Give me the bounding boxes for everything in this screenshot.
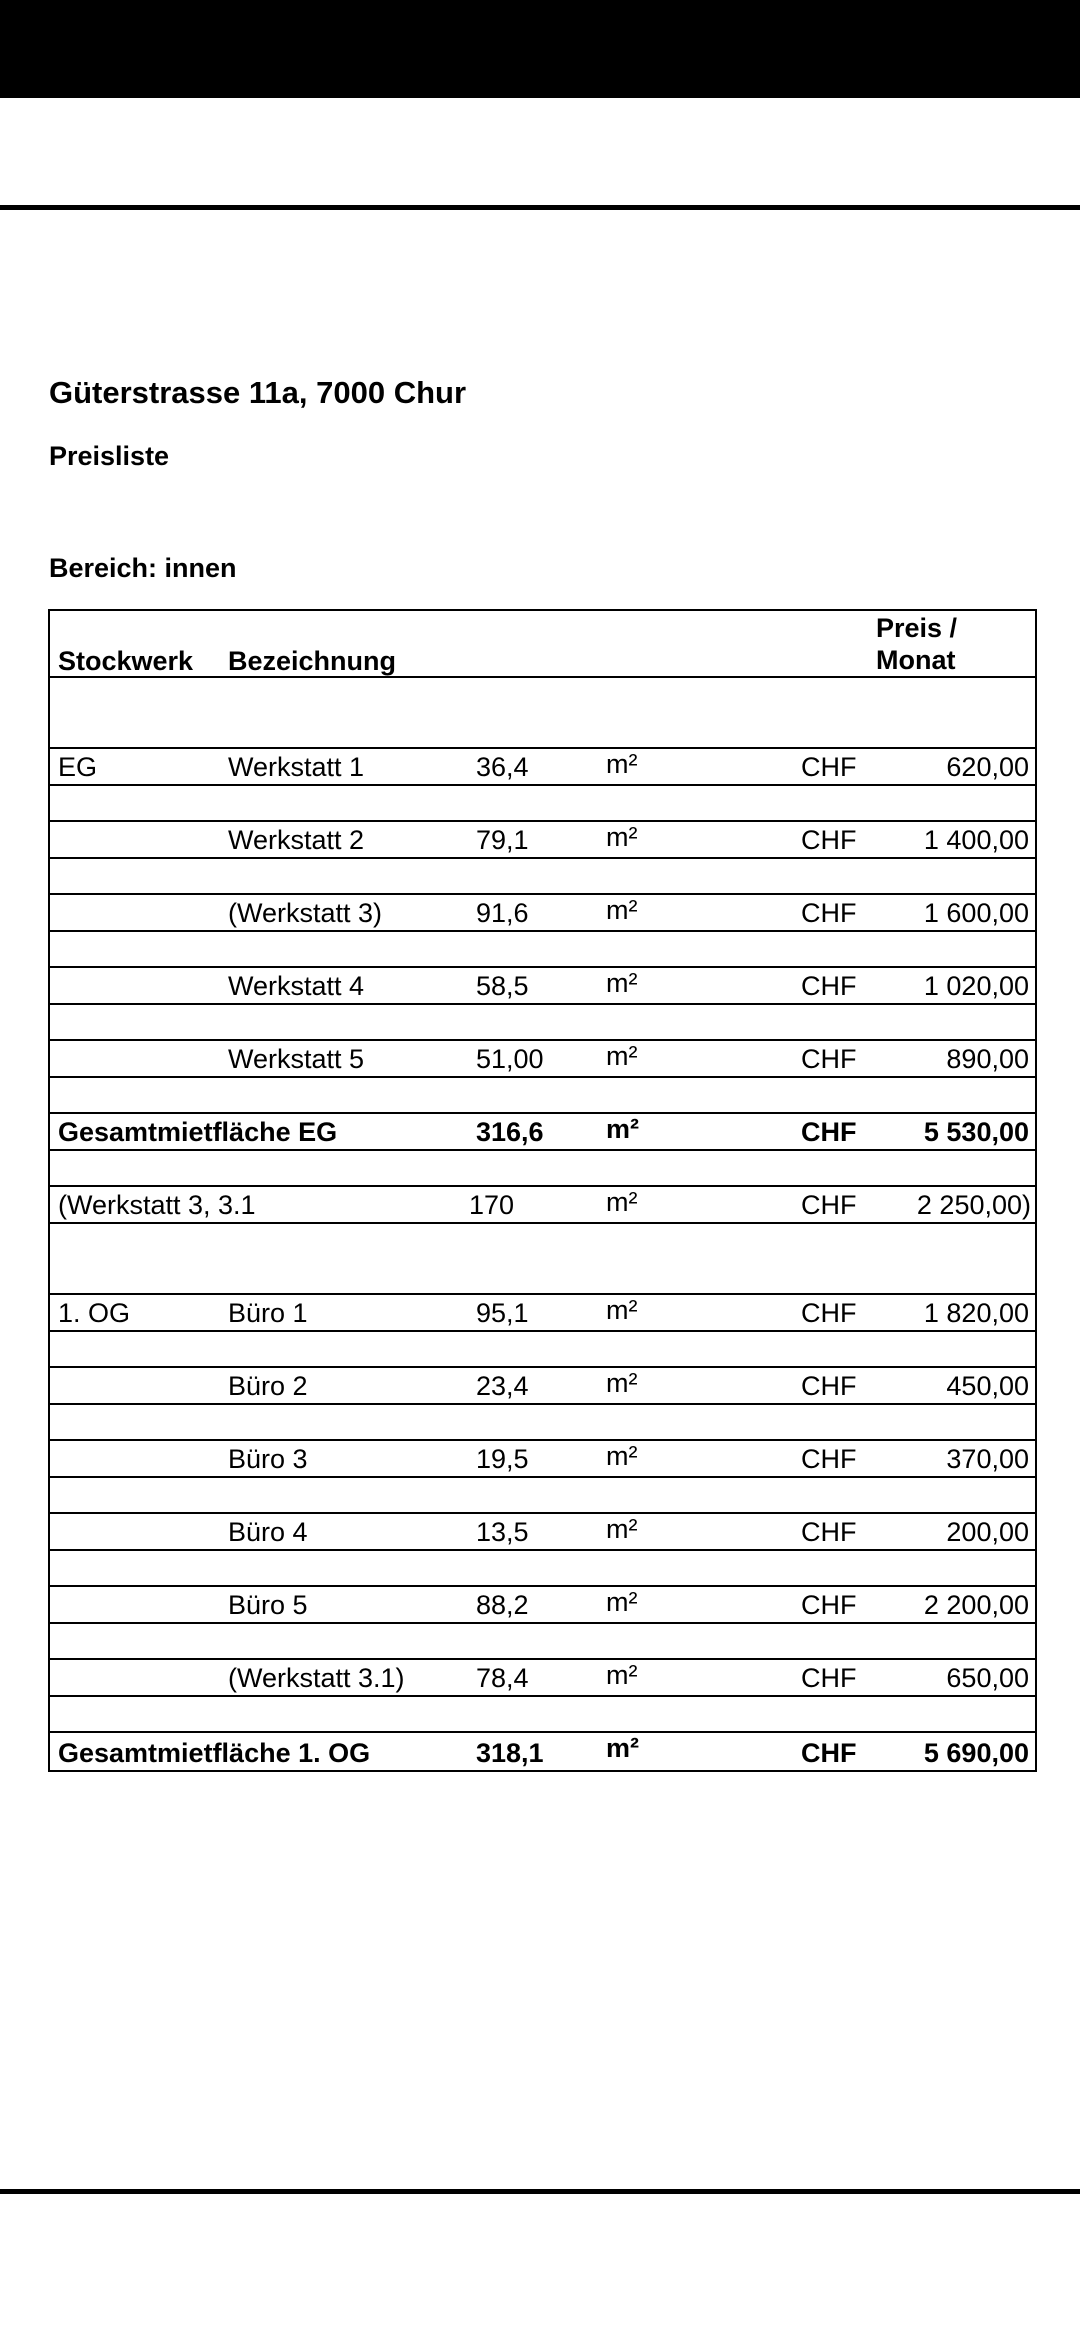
currency-cell: CHF xyxy=(801,971,857,1001)
description-cell: Werkstatt 1 xyxy=(228,752,365,782)
floor-cell: EG xyxy=(58,752,98,782)
price-cell: 2 250,00) xyxy=(916,1190,1031,1220)
alternative-row xyxy=(50,1187,1035,1224)
table-spacer xyxy=(50,1697,1035,1733)
area-cell: 91,6 xyxy=(476,898,529,928)
area-cell: 19,5 xyxy=(476,1444,529,1474)
table-spacer xyxy=(50,1332,1035,1368)
table-row xyxy=(50,1660,1035,1697)
description-cell: Werkstatt 2 xyxy=(228,825,365,855)
price-table xyxy=(48,609,1037,1772)
currency-cell: CHF xyxy=(801,1190,857,1220)
total-price: 5 530,00 xyxy=(923,1117,1029,1147)
currency-cell: CHF xyxy=(801,752,857,782)
total-row-eg xyxy=(50,1114,1035,1151)
price-cell: 2 200,00 xyxy=(923,1590,1029,1620)
price-cell: 650,00 xyxy=(946,1663,1029,1693)
area-label: Bereich: innen xyxy=(49,553,237,583)
table-spacer xyxy=(50,1551,1035,1587)
header-price-line2: Monat xyxy=(876,645,956,675)
table-spacer xyxy=(50,1078,1035,1114)
table-spacer xyxy=(50,1624,1035,1660)
unit-cell: m² xyxy=(606,1114,639,1144)
document-subtitle: Preisliste xyxy=(49,441,170,471)
table-spacer xyxy=(50,932,1035,968)
total-price: 5 690,00 xyxy=(923,1738,1029,1768)
total-area: 318,1 xyxy=(476,1738,544,1768)
header-floor: Stockwerk xyxy=(58,646,194,676)
bottom-divider xyxy=(0,2189,1080,2194)
description-cell: Werkstatt 5 xyxy=(228,1044,365,1074)
area-cell: 170 xyxy=(469,1190,515,1220)
total-label: Gesamtmietfläche EG xyxy=(58,1117,338,1147)
area-cell: 79,1 xyxy=(476,825,529,855)
currency-cell: CHF xyxy=(801,825,857,855)
currency-cell: CHF xyxy=(801,1590,857,1620)
table-row xyxy=(50,968,1035,1005)
table-row xyxy=(50,895,1035,932)
total-row-og1 xyxy=(50,1733,1035,1770)
table-spacer xyxy=(50,859,1035,895)
unit-cell: m² xyxy=(606,1733,639,1763)
price-cell: 370,00 xyxy=(946,1444,1029,1474)
area-cell: 13,5 xyxy=(476,1517,529,1547)
currency-cell: CHF xyxy=(801,1663,857,1693)
price-cell: 1 020,00 xyxy=(923,971,1029,1001)
table-row xyxy=(50,749,1035,786)
unit-cell: m² xyxy=(606,1660,638,1690)
currency-cell: CHF xyxy=(801,1517,857,1547)
unit-cell: m² xyxy=(606,1187,638,1217)
table-spacer xyxy=(50,786,1035,822)
top-divider xyxy=(0,205,1080,210)
total-area: 316,6 xyxy=(476,1117,544,1147)
table-row xyxy=(50,1587,1035,1624)
area-cell: 36,4 xyxy=(476,752,529,782)
unit-cell: m² xyxy=(606,1514,638,1544)
unit-cell: m² xyxy=(606,1295,638,1325)
currency-cell: CHF xyxy=(801,1298,857,1328)
table-row xyxy=(50,1514,1035,1551)
description-cell: Büro 5 xyxy=(228,1590,308,1620)
description-cell: Büro 4 xyxy=(228,1517,308,1547)
area-cell: 95,1 xyxy=(476,1298,529,1328)
unit-cell: m² xyxy=(606,1041,638,1071)
floor-cell: 1. OG xyxy=(58,1298,131,1328)
table-row xyxy=(50,1368,1035,1405)
currency-cell: CHF xyxy=(801,1444,857,1474)
area-cell: 23,4 xyxy=(476,1371,529,1401)
description-cell: Büro 1 xyxy=(228,1298,308,1328)
area-cell: 58,5 xyxy=(476,971,529,1001)
description-cell: Büro 3 xyxy=(228,1444,308,1474)
header-description: Bezeichnung xyxy=(228,646,397,676)
description-cell: (Werkstatt 3) xyxy=(228,898,383,928)
table-row xyxy=(50,822,1035,859)
table-row xyxy=(50,1041,1035,1078)
price-cell: 1 820,00 xyxy=(923,1298,1029,1328)
area-cell: 78,4 xyxy=(476,1663,529,1693)
unit-cell: m² xyxy=(606,1587,638,1617)
unit-cell: m² xyxy=(606,895,638,925)
unit-cell: m² xyxy=(606,1441,638,1471)
currency-cell: CHF xyxy=(801,898,857,928)
unit-cell: m² xyxy=(606,1368,638,1398)
description-cell: (Werkstatt 3.1) xyxy=(228,1663,405,1693)
header-price-line1: Preis / xyxy=(876,613,958,643)
area-cell: 51,00 xyxy=(476,1044,544,1074)
alternative-label: (Werkstatt 3, 3.1 xyxy=(58,1190,256,1220)
unit-cell: m² xyxy=(606,968,638,998)
currency-cell: CHF xyxy=(801,1371,857,1401)
price-cell: 1 600,00 xyxy=(923,898,1029,928)
table-spacer xyxy=(50,1405,1035,1441)
description-cell: Werkstatt 4 xyxy=(228,971,365,1001)
total-label: Gesamtmietfläche 1. OG xyxy=(58,1738,371,1768)
table-row xyxy=(50,1441,1035,1478)
description-cell: Büro 2 xyxy=(228,1371,308,1401)
table-header xyxy=(50,611,1035,678)
status-bar xyxy=(0,0,1080,98)
currency-cell: CHF xyxy=(801,1044,857,1074)
table-spacer xyxy=(50,1478,1035,1514)
table-row xyxy=(50,1295,1035,1332)
header-price xyxy=(876,612,996,673)
currency-cell: CHF xyxy=(801,1738,857,1768)
table-spacer xyxy=(50,678,1035,749)
price-cell: 620,00 xyxy=(946,752,1029,782)
price-cell: 450,00 xyxy=(946,1371,1029,1401)
price-cell: 890,00 xyxy=(946,1044,1029,1074)
table-spacer xyxy=(50,1151,1035,1187)
currency-cell: CHF xyxy=(801,1117,857,1147)
table-spacer xyxy=(50,1005,1035,1041)
table-spacer xyxy=(50,1224,1035,1295)
price-cell: 200,00 xyxy=(946,1517,1029,1547)
area-cell: 88,2 xyxy=(476,1590,529,1620)
unit-cell: m² xyxy=(606,749,638,779)
document-title: Güterstrasse 11a, 7000 Chur xyxy=(49,375,467,410)
price-cell: 1 400,00 xyxy=(923,825,1029,855)
unit-cell: m² xyxy=(606,822,638,852)
